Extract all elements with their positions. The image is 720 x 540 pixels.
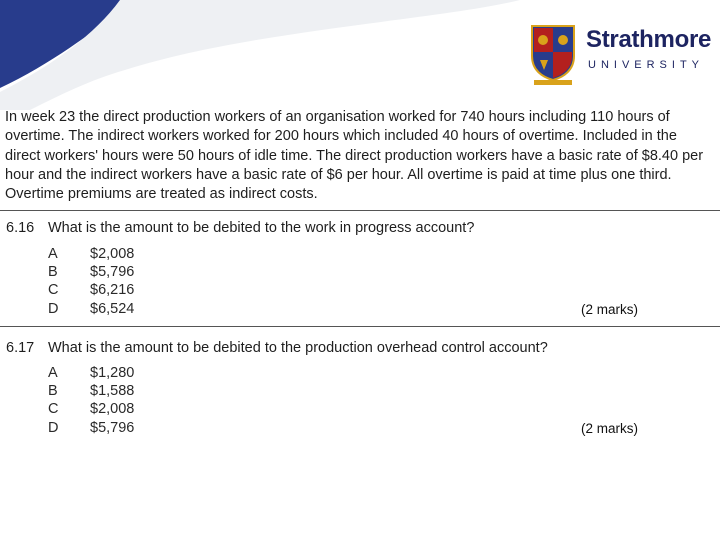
option-letter: D	[48, 301, 59, 317]
scenario-line: In week 23 the direct production workers of an organisation worked for 740 hours including 110 hours of	[5, 109, 670, 125]
option-value: $1,588	[90, 383, 135, 399]
question-text: What is the amount to be debited to the work in progress account?	[48, 220, 475, 236]
scenario-line: overtime. The indirect workers worked for 200 hours which included 40 hours of overtime. Included in the	[5, 128, 677, 144]
crest-icon	[528, 22, 578, 86]
option-value: $6,216	[90, 282, 135, 298]
logo-subtitle: UNIVERSITY	[588, 59, 705, 71]
question-number: 6.17	[6, 340, 35, 356]
scenario-line: hour and the indirect workers have a basic rate of $6 per hour. All overtime is paid at time plus one third.	[5, 167, 672, 183]
option-letter: A	[48, 246, 58, 262]
scenario-line: direct workers' hours were 50 hours of idle time. The direct production workers have a basic rate of $8.40 per	[5, 148, 704, 164]
option-letter: A	[48, 365, 58, 381]
option-value: $5,796	[90, 420, 135, 436]
option-letter: B	[48, 383, 58, 399]
logo-name: Strathmore	[586, 26, 712, 53]
option-letter: D	[48, 420, 59, 436]
marks-label: (2 marks)	[581, 421, 638, 436]
option-letter: C	[48, 282, 59, 298]
section-divider	[0, 210, 720, 211]
question-text: What is the amount to be debited to the production overhead control account?	[48, 340, 548, 356]
strathmore-logo	[528, 22, 712, 86]
section-divider	[0, 326, 720, 327]
marks-label: (2 marks)	[581, 302, 638, 317]
option-value: $2,008	[90, 246, 135, 262]
option-value: $2,008	[90, 401, 135, 417]
question-scan	[0, 104, 720, 540]
option-letter: B	[48, 264, 58, 280]
option-value: $6,524	[90, 301, 135, 317]
option-value: $1,280	[90, 365, 135, 381]
option-value: $5,796	[90, 264, 135, 280]
option-letter: C	[48, 401, 59, 417]
question-number: 6.16	[6, 220, 35, 236]
scenario-line: Overtime premiums are treated as indirect costs.	[5, 186, 318, 202]
